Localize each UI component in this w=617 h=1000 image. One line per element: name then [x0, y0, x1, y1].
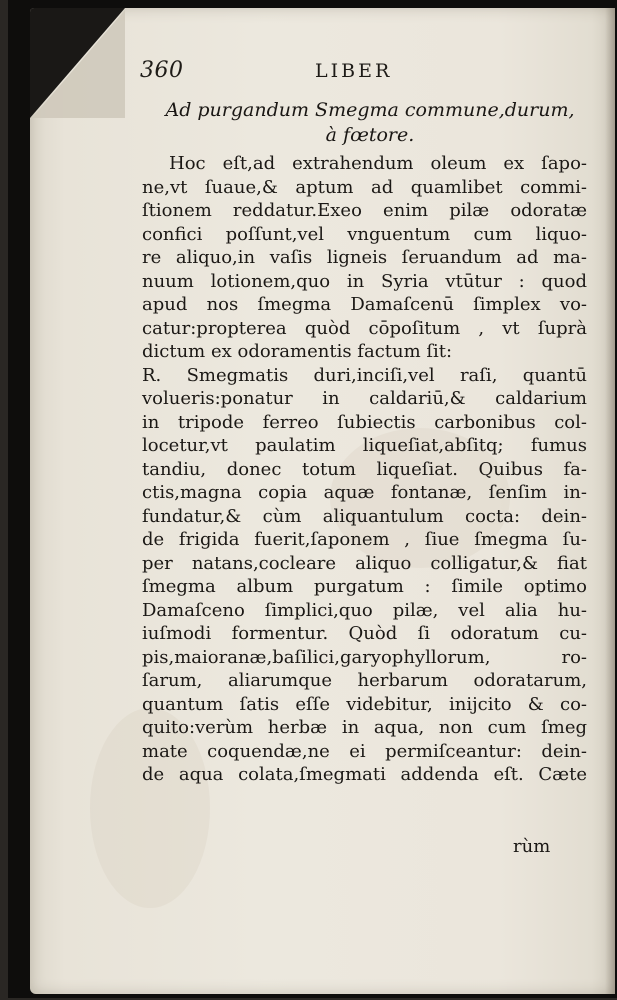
text-line: ne,vt ſuaue,& aptum ad quamlibet commi- — [142, 176, 587, 198]
text-line: ctis,magna copia aquæ fontanæ, ſenſim in- — [142, 482, 587, 503]
section-heading — [160, 98, 580, 148]
text-line: quantum ſatis eſſe videbitur, inijcito & co- — [142, 693, 587, 715]
catchword: rùm — [513, 836, 551, 857]
text-line: de frigida fuerit,ſaponem , ſiue ſmegma ſu- — [142, 529, 587, 550]
text-line: Damaſceno ſimplici,quo pilæ, vel alia hu- — [142, 599, 587, 621]
text-line: per natans,cocleare aliquo colligatur,& fiat — [142, 552, 587, 574]
heading-line-1: Ad purgandum Smegma commune,durum, — [165, 99, 575, 121]
text-line: fundatur,& cùm aliquantulum cocta: dein- — [142, 505, 587, 527]
text-line: ſtionem reddatur.Exeo enim pilæ odoratæ — [142, 200, 587, 221]
folded-corner — [30, 8, 125, 118]
text-line: re aliquo,in vaſis ligneis ſeruandum ad ma- — [142, 247, 587, 268]
text-line: pis,maioranæ,baſilici,garyophyllorum, ro- — [142, 646, 587, 668]
text-line: ſarum, aliarumque herbarum odoratarum, — [142, 670, 587, 691]
page-number: 360 — [140, 58, 184, 83]
text-line: ſmegma album purgatum : ſimile optimo — [142, 576, 587, 597]
text-line: catur:propterea quòd cōpoſitum , vt ſuprà — [142, 317, 587, 339]
text-line: confici poſſunt,vel vnguentum cum liquo- — [142, 223, 587, 245]
text-line: tandiu, donec totum liqueſiat. Quibus fa- — [142, 458, 587, 480]
page-edge — [605, 8, 615, 994]
page-header — [140, 58, 560, 88]
text-line: locetur,vt paulatim liqueſiat,abſitq; fumus — [142, 435, 587, 456]
text-line: R. Smegmatis duri,inciſi,vel raſi, quantū — [142, 364, 587, 386]
text-line: in tripode ferreo ſubiectis carbonibus col- — [142, 411, 587, 433]
text-line: volueris:ponatur in caldariū,& caldarium — [142, 388, 587, 409]
heading-line-2: à fœtore. — [325, 124, 415, 146]
text-line: de aqua colata,ſmegmati addenda eſt. Cæte — [142, 764, 587, 785]
text-line: dictum ex odoramentis factum ſit: — [142, 341, 453, 362]
text-line: Hoc eſt,ad extrahendum oleum ex ſapo- — [169, 153, 587, 174]
text-line: apud nos ſmegma Damaſcenū ſimplex vo- — [142, 294, 587, 315]
running-head: LIBER — [315, 60, 393, 82]
body-text — [142, 152, 587, 787]
text-line: nuum lotionem,quo in Syria vtūtur : quod — [142, 270, 587, 292]
text-line: iuſmodi formentur. Quòd ſi odoratum cu- — [142, 623, 587, 644]
text-line: mate coquendæ,ne ei permiſceantur: dein- — [142, 740, 587, 762]
text-line: quito:verùm herbæ in aqua, non cum ſmeg — [142, 717, 587, 738]
